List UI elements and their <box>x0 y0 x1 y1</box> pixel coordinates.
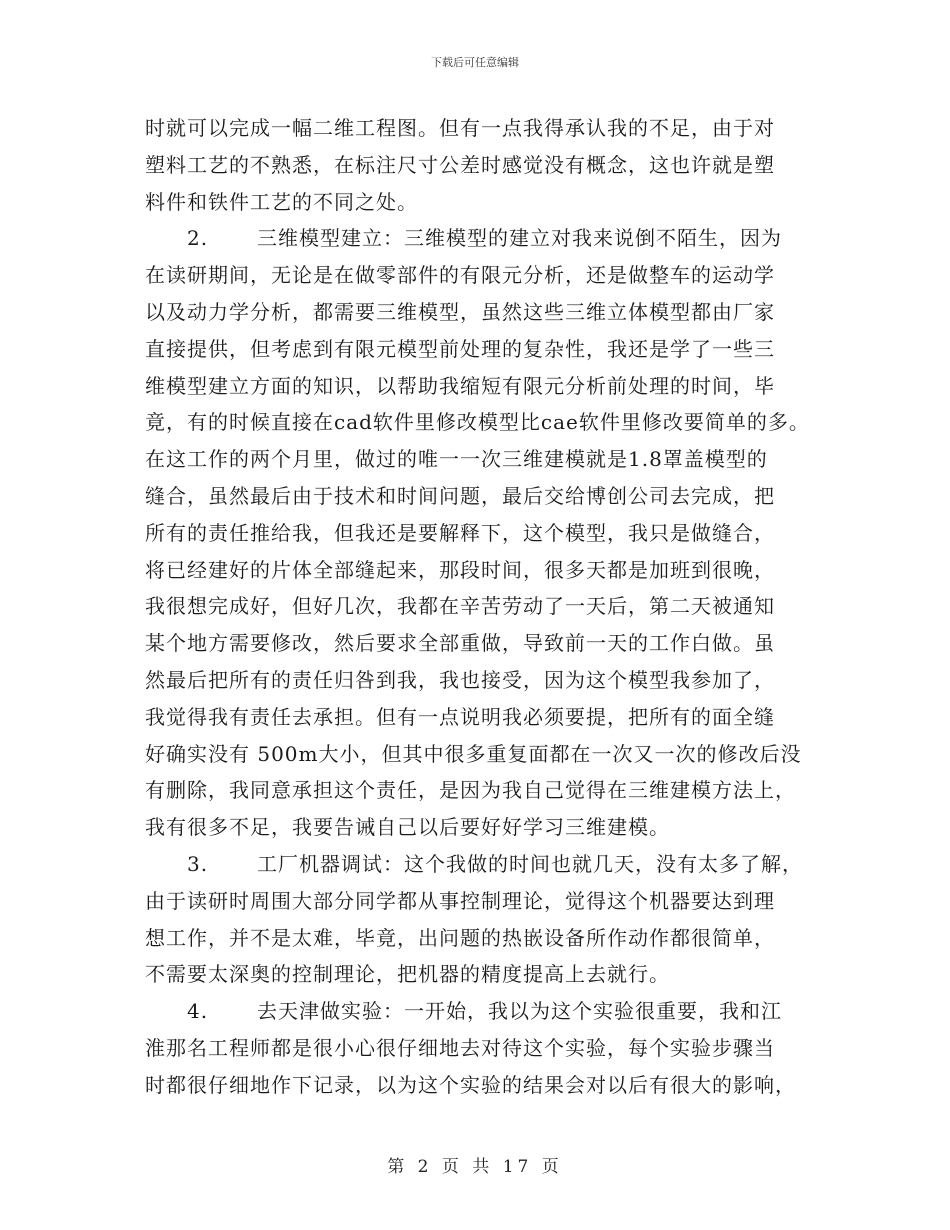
text-line: 三维模型建立：三维模型的建立对我来说倒不陌生，因为 <box>257 226 782 251</box>
text-line: 在这工作的两个月里，做过的唯一一次三维建模就是1.8罩盖模型的 <box>145 447 768 472</box>
text-line: 由于读研时周围大部分同学都从事控制理论，觉得这个机器要达到理 <box>145 888 775 913</box>
text-line: 淮那名工程师都是很小心很仔细地去对待这个实验，每个实验步骤当 <box>145 1035 775 1060</box>
text-line: 缝合，虽然最后由于技术和时间问题，最后交给博创公司去完成，把 <box>145 483 775 508</box>
text-line: 我有很多不足，我要告诫自己以后要好好学习三维建模。 <box>145 815 670 840</box>
text-line: 然最后把所有的责任归咎到我，我也接受，因为这个模型我参加了， <box>145 667 775 692</box>
text-line: 将已经建好的片体全部缝起来，那段时间，很多天都是加班到很晚， <box>145 557 775 582</box>
text-line: 塑料工艺的不熟悉，在标注尺寸公差时感觉没有概念，这也许就是塑 <box>145 152 775 177</box>
text-line: 想工作，并不是太难，毕竟，出问题的热嵌设备所作动作都很简单， <box>145 925 775 950</box>
text-line: 不需要太深奥的控制理论，把机器的精度提高上去就行。 <box>145 962 670 987</box>
text-line: 竟，有的时候直接在cad软件里修改模型比cae软件里修改要简单的多。 <box>145 410 810 435</box>
list-item-heading <box>145 993 835 1030</box>
item-number: 4. <box>187 999 209 1024</box>
text-line: 某个地方需要修改，然后要求全部重做，导致前一天的工作白做。虽 <box>145 631 775 656</box>
text-line: 时都很仔细地作下记录，以为这个实验的结果会对以后有很大的影响， <box>145 1072 796 1097</box>
text-line: 时就可以完成一幅二维工程图。但有一点我得承认我的不足，由于对 <box>145 116 775 140</box>
document-body <box>145 110 835 1104</box>
text-line: 以及动力学分析，都需要三维模型，虽然这些三维立体模型都由厂家 <box>145 299 775 324</box>
list-item-heading <box>145 846 835 883</box>
text-line: 维模型建立方面的知识，以帮助我缩短有限元分析前处理的时间，毕 <box>145 373 775 398</box>
text-line: 在读研期间，无论是在做零部件的有限元分析，还是做整车的运动学 <box>145 263 775 288</box>
item-number: 3. <box>187 851 209 876</box>
text-line: 去天津做实验：一开始，我以为这个实验很重要，我和江 <box>257 999 782 1024</box>
page-header: 下载后可任意编辑 <box>431 56 519 69</box>
text-line: 直接提供，但考虑到有限元模型前处理的复杂性，我还是学了一些三 <box>145 336 775 361</box>
text-line: 我觉得我有责任去承担。但有一点说明我必须要提，把所有的面全缝 <box>145 704 775 729</box>
text-line: 工厂机器调试：这个我做的时间也就几天，没有太多了解， <box>257 851 803 876</box>
page-footer: 第 2 页 共 17 页 <box>387 1157 563 1177</box>
text-line: 好确实没有 500m大小，但其中很多重复面都在一次又一次的修改后没 <box>145 741 802 766</box>
text-line: 料件和铁件工艺的不同之处。 <box>145 189 418 214</box>
text-line: 有删除，我同意承担这个责任，是因为我自己觉得在三维建模方法上， <box>145 778 796 803</box>
text-line: 我很想完成好，但好几次，我都在辛苦劳动了一天后，第二天被通知 <box>145 594 775 619</box>
list-item-heading <box>145 220 835 257</box>
text-line: 所有的责任推给我，但我还是要解释下，这个模型，我只是做缝合， <box>145 520 775 545</box>
item-number: 2. <box>187 226 209 251</box>
